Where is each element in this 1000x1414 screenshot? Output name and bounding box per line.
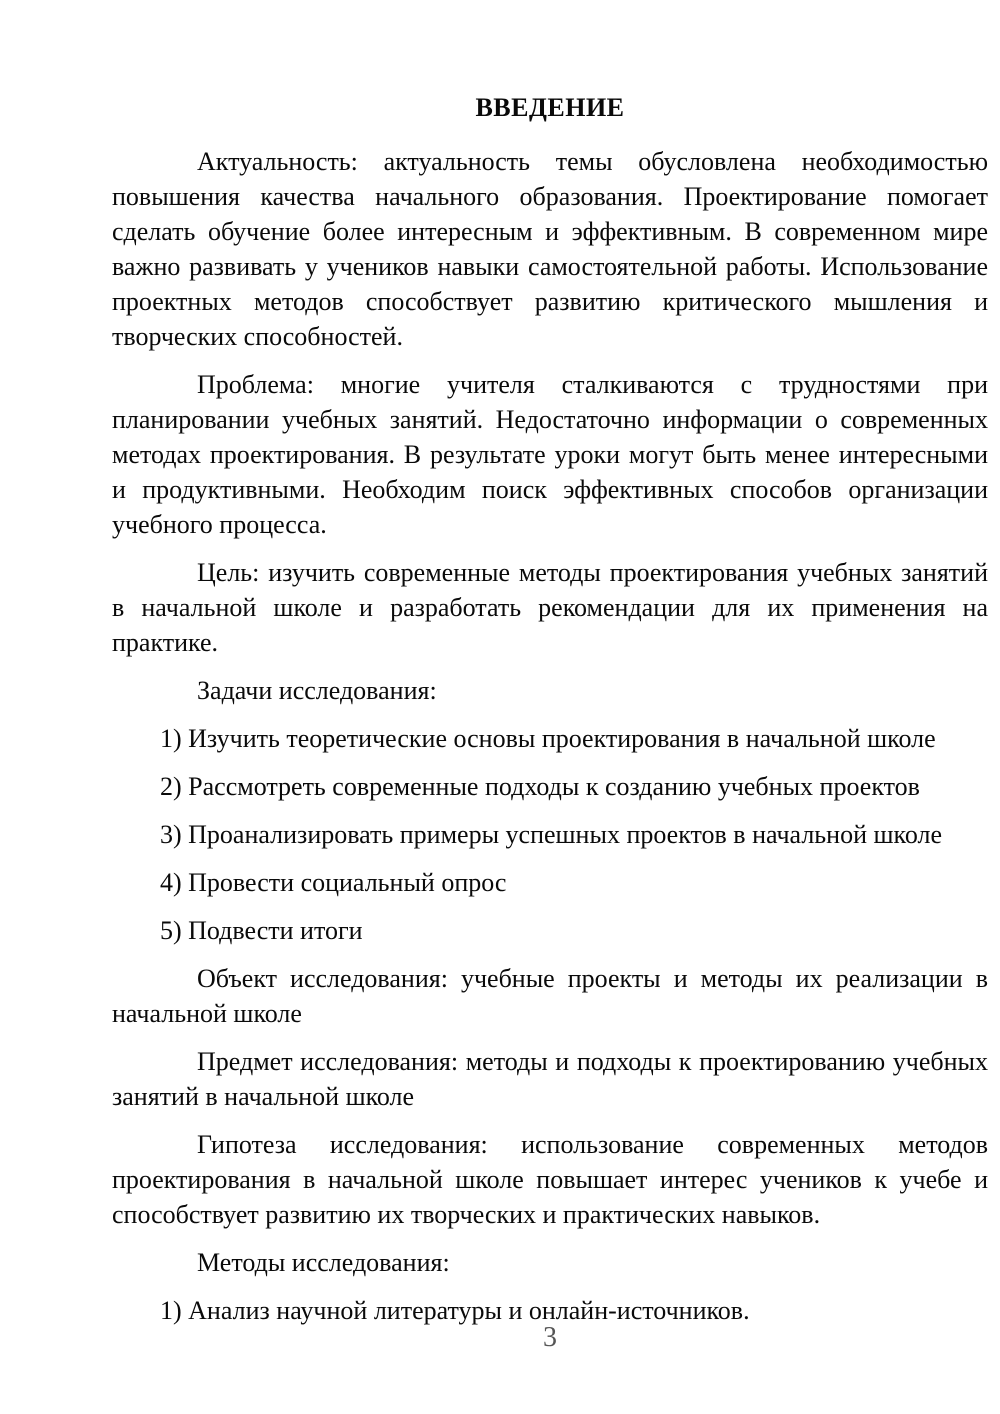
paragraph-metody-heading: Методы исследования: — [197, 1248, 450, 1277]
page-footer — [112, 1320, 988, 1355]
task-list-item-4: 4) Провести социальный опрос — [160, 868, 507, 897]
paragraph-tsel: Цель: изучить современные методы проектирования учебных занятий в начальной школе и разработать рекомендации для их применения на практике. — [112, 558, 988, 657]
paragraph-gipoteza: Гипотеза исследования: использование современных методов проектирования в начальной школе повышает интерес учеников к учебе и способствует развитию их творческих и практических навыков. — [112, 1130, 988, 1229]
task-list-item-2: 2) Рассмотреть современные подходы к созданию учебных проектов — [160, 772, 920, 801]
task-list-item-5: 5) Подвести итоги — [160, 916, 363, 945]
document-content — [112, 90, 988, 1341]
page-title: ВВЕДЕНИЕ — [475, 93, 625, 122]
task-list-item-1: 1) Изучить теоретические основы проектирования в начальной школе — [160, 724, 936, 753]
paragraph-problema: Проблема: многие учителя сталкиваются с трудностями при планировании учебных занятий. Недостаточно информации о современных методах проектирования. В результате уроки могут быть менее интересными и продуктивными. Необходим поиск эффективных способов организации учебного процесса. — [112, 370, 988, 539]
paragraph-obyekt: Объект исследования: учебные проекты и методы их реализации в начальной школе — [112, 964, 988, 1028]
paragraph-zadachi-heading: Задачи исследования: — [197, 676, 437, 705]
paragraph-aktualnost: Актуальность: актуальность темы обусловлена необходимостью повышения качества начального образования. Проектирование помогает сделать обучение более интересным и эффективным. В современном мире важно развивать у учеников навыки самостоятельной работы. Использование проектных методов способствует развитию критического мышления и творческих способностей. — [112, 147, 988, 351]
paragraph-predmet: Предмет исследования: методы и подходы к проектированию учебных занятий в начальной школе — [112, 1047, 988, 1111]
task-list-item-3: 3) Проанализировать примеры успешных проектов в начальной школе — [160, 820, 942, 849]
method-list-item-1: 1) Анализ научной литературы и онлайн-источников. — [160, 1296, 750, 1325]
page-number: 3 — [543, 1322, 557, 1353]
